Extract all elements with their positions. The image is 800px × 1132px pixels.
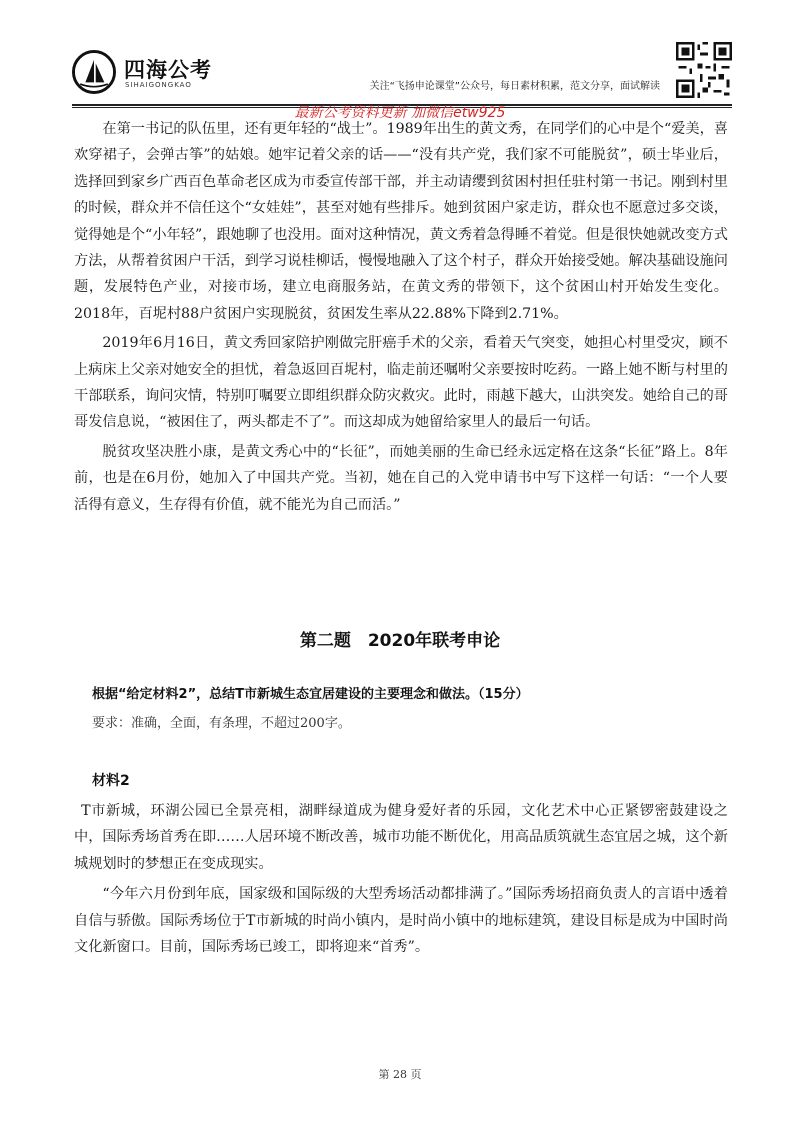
question-prompt: 根据“给定材料2”，总结T市新城生态宜居建设的主要理念和做法。（15分）	[92, 687, 529, 702]
qr-code-icon	[676, 42, 732, 98]
paragraph: 在第一书记的队伍里，还有更年轻的“战士”。1989年出生的黄文秀，在同学们的心中是个“爱美，喜欢穿裙子，会弹古筝”的姑娘。她牢记着父亲的话——“没有共产党，我们家不可能脱贫”，硕士毕业后，选择回到家乡广西百色革命老区成为市委宣传部干部，并主动请缨到贫困村担任驻村第一书记。刚到村里的时候，群众并不信任这个“女娃娃”，甚至对她有些排斥。她到贫困户家走访，群众也不愿意过多交谈，觉得她是个“小年轻”，跟她聊了也没用。面对这种情况，黄文秀着急得睡不着觉。但是很快她就改变方式方法，从帮着贫困户干活，到学习说桂柳话，慢慢地融入了这个村子，群众开始接受她。解决基础设施问题，发展特色产业，对接市场，建立电商服务站，在黄文秀的带领下，这个贫困山村开始发生变化。2018年，百坭村88户贫困户实现脱贫，贫困发生率从22.88%下降到2.71%。	[74, 121, 728, 322]
material-1-text	[74, 116, 728, 518]
promo-banner: 最新公考资料更新 加微信etw925	[294, 105, 506, 121]
material-2-label: 材料2	[92, 773, 130, 789]
sailboat-logo-icon	[72, 50, 116, 94]
paragraph: 2019年6月16日，黄文秀回家陪护刚做完肝癌手术的父亲，看着天气突变，她担心村里受灾，顾不上病床上父亲对她安全的担忧，着急返回百坭村，临走前还嘱咐父亲要按时吃药。一路上她不断与村里的干部联系，询问灾情，特别叮嘱要立即组织群众防灾救灾。此时，雨越下越大，山洪突发。她给自己的哥哥发信息说，“被困住了，两头都走不了”。而这却成为她留给家里人的最后一句话。	[74, 335, 728, 431]
material-2-text	[74, 798, 728, 960]
paragraph: T市新城，环湖公园已全景亮相，湖畔绿道成为健身爱好者的乐园，文化艺术中心正紧锣密鼓建设之中，国际秀场首秀在即……人居环境不断改善，城市功能不断优化，用高品质筑就生态宜居之城，这个新城规划时的梦想正在变成现实。	[74, 803, 728, 872]
paragraph: 脱贫攻坚决胜小康，是黄文秀心中的“长征”，而她美丽的生命已经永远定格在这条“长征”路上。8年前，也是在6月份，她加入了中国共产党。当初，她在自己的入党申请书中写下这样一句话：“一个人要活得有意义，生存得有价值，就不能光为自己而活。”	[74, 443, 728, 513]
page-number: 第 28 页	[378, 1068, 422, 1081]
brand-name-en: SIHAIGONGKAO	[125, 81, 192, 89]
page-header	[72, 40, 732, 102]
brand-name: 四海公考	[124, 58, 212, 82]
paragraph: “今年六月份到年底，国家级和国际级的大型秀场活动都排满了。”国际秀场招商负责人的言语中透着自信与骄傲。国际秀场位于T市新城的时尚小镇内，是时尚小镇中的地标建筑，建设目标是成为中国时尚文化新窗口。目前，国际秀场已竣工，即将迎来“首秀”。	[74, 886, 728, 956]
section-title: 第二题 2020年联考申论	[299, 631, 501, 651]
header-tagline: 关注“飞扬申论课堂”公众号，每日素材积累，范文分享，面试解读	[369, 81, 660, 92]
question-requirement: 要求：准确，全面，有条理，不超过200字。	[92, 716, 351, 731]
